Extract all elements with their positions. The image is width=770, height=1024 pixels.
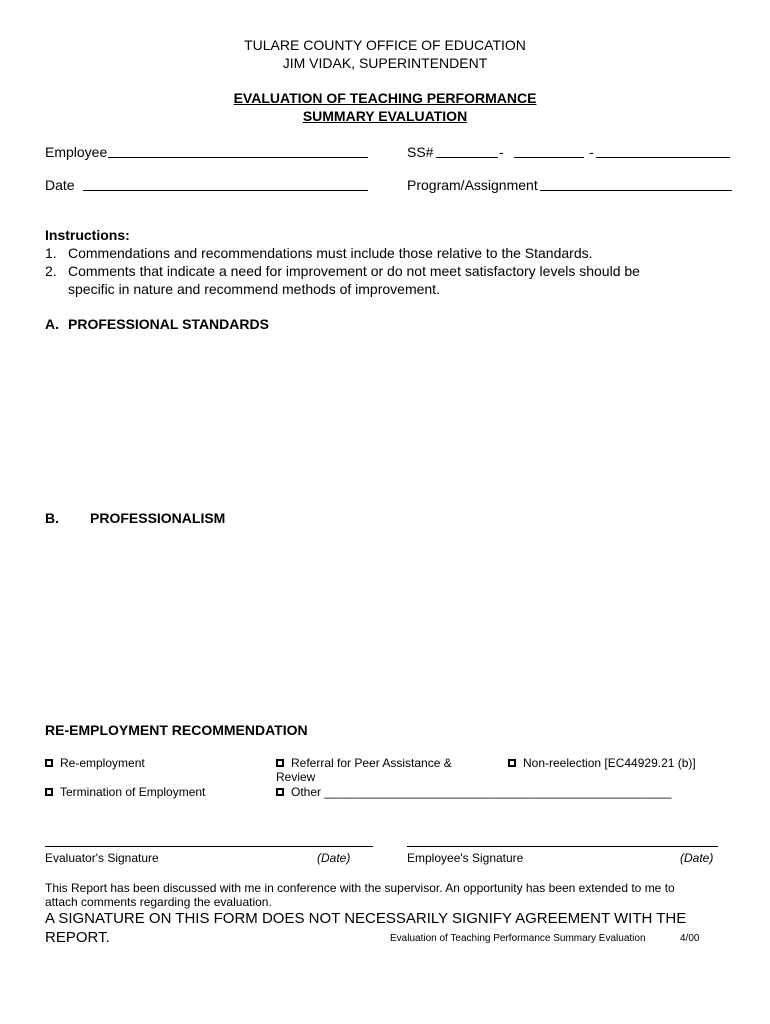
ss-label: SS# (407, 144, 434, 160)
option-nonreelection[interactable] (508, 756, 696, 770)
form-name-footer: Evaluation of Teaching Performance Summary Evaluation (390, 933, 646, 944)
instructions-heading: Instructions: (45, 227, 130, 243)
nonreelection-checkbox[interactable] (508, 759, 516, 767)
referral-label: Referral for Peer Assistance & (291, 756, 452, 770)
referral-label-cont: Review (276, 770, 316, 784)
termination-checkbox[interactable] (45, 788, 53, 796)
evaluator-signature-label: Evaluator's Signature (45, 851, 159, 865)
evaluator-signature-line[interactable] (45, 846, 373, 847)
option-reemployment[interactable] (45, 756, 145, 770)
form-subtitle: SUMMARY EVALUATION (302, 108, 468, 124)
other-label: Other ____________________________________________________ (291, 785, 672, 799)
section-b-letter: B. (45, 510, 59, 526)
ss-dash-1: - (499, 144, 504, 160)
ss-field-part2[interactable] (514, 157, 584, 158)
employee-date-label: (Date) (680, 851, 714, 865)
date-field[interactable] (83, 190, 368, 191)
form-title: EVALUATION OF TEACHING PERFORMANCE (233, 90, 537, 106)
ss-field-part3[interactable] (596, 157, 730, 158)
section-b-title: PROFESSIONALISM (90, 510, 226, 526)
reemployment-heading: RE-EMPLOYMENT RECOMMENDATION (45, 722, 308, 738)
org-name: TULARE COUNTY OFFICE OF EDUCATION (244, 37, 526, 53)
ss-dash-2: - (589, 144, 594, 160)
other-checkbox[interactable] (276, 788, 284, 796)
employee-signature-line[interactable] (407, 846, 718, 847)
superintendent-name: JIM VIDAK, SUPERINTENDENT (282, 55, 488, 71)
nonreelection-label: Non-reelection [EC44929.21 (b)] (523, 756, 696, 770)
option-termination[interactable] (45, 785, 205, 799)
ss-field-part1[interactable] (436, 157, 498, 158)
employee-label: Employee (45, 144, 108, 160)
employee-signature-label: Employee's Signature (407, 851, 524, 865)
evaluator-date-label: (Date) (317, 851, 351, 865)
form-date-footer: 4/00 (680, 933, 700, 944)
reemployment-label: Re-employment (60, 756, 145, 770)
instruction-2-text-cont: specific in nature and recommend methods of improvement. (68, 281, 440, 297)
date-label: Date (45, 177, 75, 193)
notice-line-1: This Report has been discussed with me in conference with the supervisor. An opportunity has been extended to me to (45, 881, 675, 895)
option-referral[interactable] (276, 756, 452, 770)
instruction-1-num: 1. (45, 245, 57, 261)
employee-field[interactable] (108, 157, 368, 158)
instruction-2-text: Comments that indicate a need for improvement or do not meet satisfactory levels should be (68, 263, 640, 279)
instruction-2-num: 2. (45, 263, 57, 279)
notice-line-2: attach comments regarding the evaluation. (45, 895, 272, 909)
instruction-1-text: Commendations and recommendations must include those relative to the Standards. (68, 245, 593, 261)
referral-checkbox[interactable] (276, 759, 284, 767)
program-label: Program/Assignment (407, 177, 538, 193)
section-a-title: PROFESSIONAL STANDARDS (68, 316, 269, 332)
section-a-letter: A. (45, 316, 59, 332)
termination-label: Termination of Employment (60, 785, 206, 799)
reemployment-checkbox[interactable] (45, 759, 53, 767)
disclaimer-line-1: A SIGNATURE ON THIS FORM DOES NOT NECESSARILY SIGNIFY AGREEMENT WITH THE (45, 910, 687, 927)
option-other[interactable] (276, 785, 671, 799)
program-field[interactable] (540, 190, 732, 191)
disclaimer-line-2: REPORT. (45, 929, 110, 946)
